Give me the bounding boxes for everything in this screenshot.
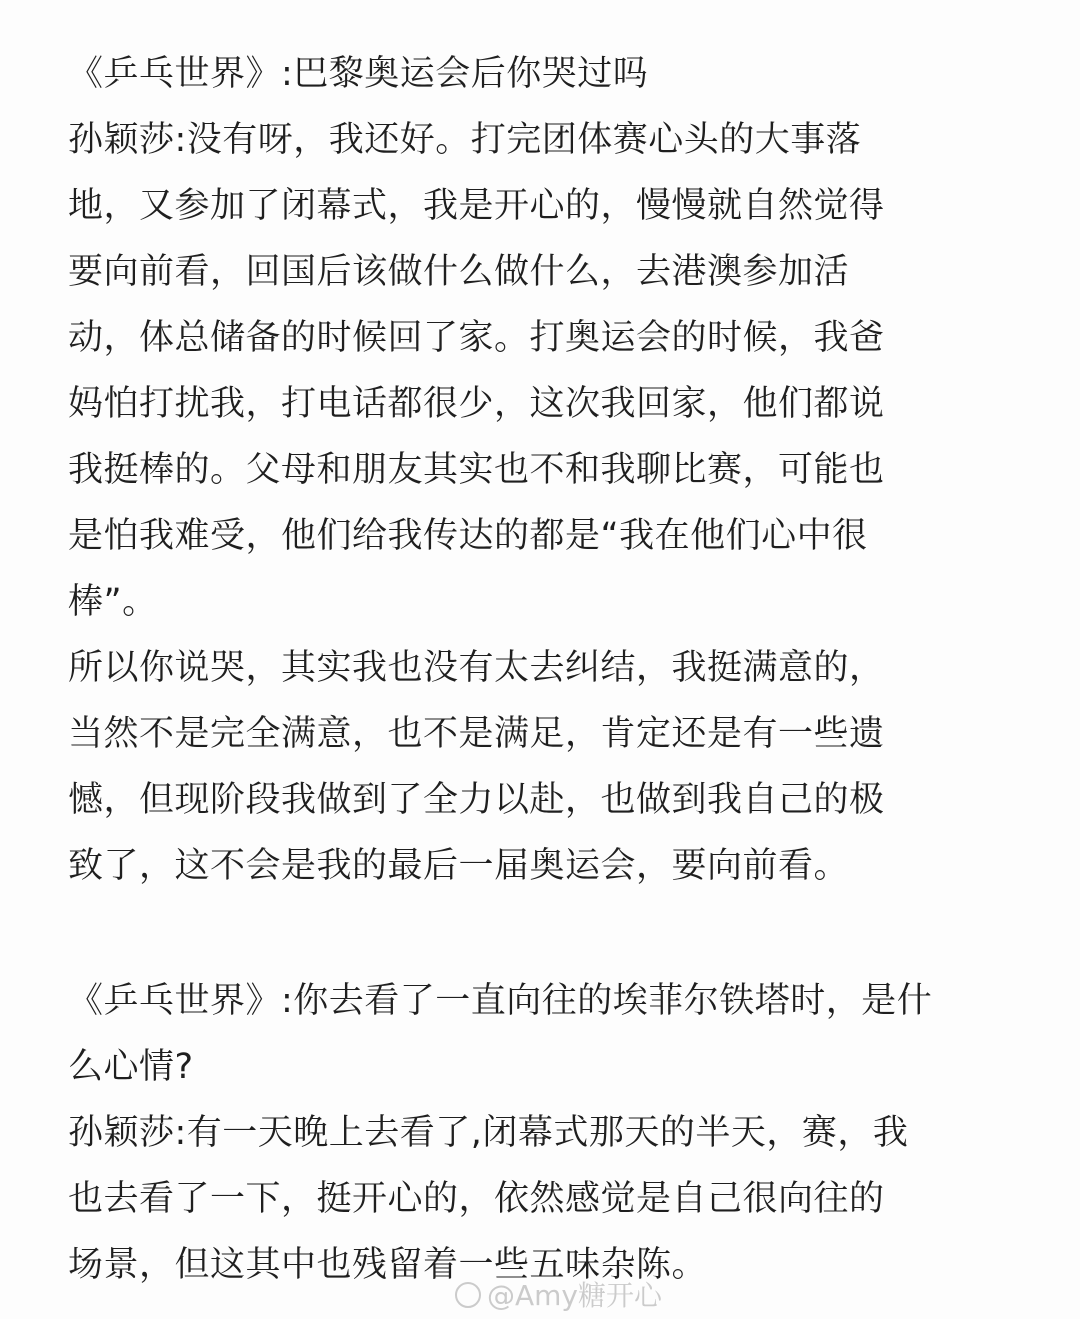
watermark-text: @Amy糖开心	[487, 1279, 663, 1312]
interview-block-paris-olympics	[68, 41, 1028, 899]
interview-block-eiffel-tower	[68, 968, 1028, 1298]
answer-line: 地，又参加了闭幕式，我是开心的，慢慢就自然觉得	[68, 186, 885, 226]
answer-line: 是怕我难受，他们给我传达的都是“我在他们心中很	[68, 516, 868, 556]
answer-line: 孙颖莎:有一天晚上去看了,闭幕式那天的半天，赛，我	[68, 1113, 909, 1153]
answer-line: 妈怕打扰我，打电话都很少，这次我回家，他们都说	[68, 384, 885, 424]
answer-line: 动，体总储备的时候回了家。打奥运会的时候，我爸	[68, 318, 885, 358]
answer-line: 当然不是完全满意，也不是满足，肯定还是有一些遗	[68, 714, 885, 754]
answer-line: 我挺棒的。父母和朋友其实也不和我聊比赛，可能也	[68, 450, 885, 490]
weibo-icon	[455, 1282, 481, 1308]
answer-line: 憾，但现阶段我做到了全力以赴，也做到我自己的极	[68, 780, 885, 820]
answer-line: 孙颖莎:没有呀，我还好。打完团体赛心头的大事落	[68, 120, 862, 160]
question-line: 么心情?	[68, 1047, 194, 1087]
answer-line: 致了，这不会是我的最后一届奥运会，要向前看。	[68, 846, 850, 886]
answer-line: 要向前看，回国后该做什么做什么，去港澳参加活	[68, 252, 850, 292]
question-line: 《乒乓世界》:你去看了一直向往的埃菲尔铁塔时，是什	[68, 981, 933, 1021]
answer-line: 场景，但这其中也残留着一些五味杂陈。	[68, 1245, 708, 1285]
question-line: 《乒乓世界》:巴黎奥运会后你哭过吗	[68, 54, 649, 94]
answer-line: 也去看了一下，挺开心的，依然感觉是自己很向往的	[68, 1179, 885, 1219]
answer-line: 所以你说哭，其实我也没有太去纠结，我挺满意的，	[68, 648, 885, 688]
watermark	[455, 1280, 662, 1312]
answer-line: 棒”。	[68, 582, 158, 622]
